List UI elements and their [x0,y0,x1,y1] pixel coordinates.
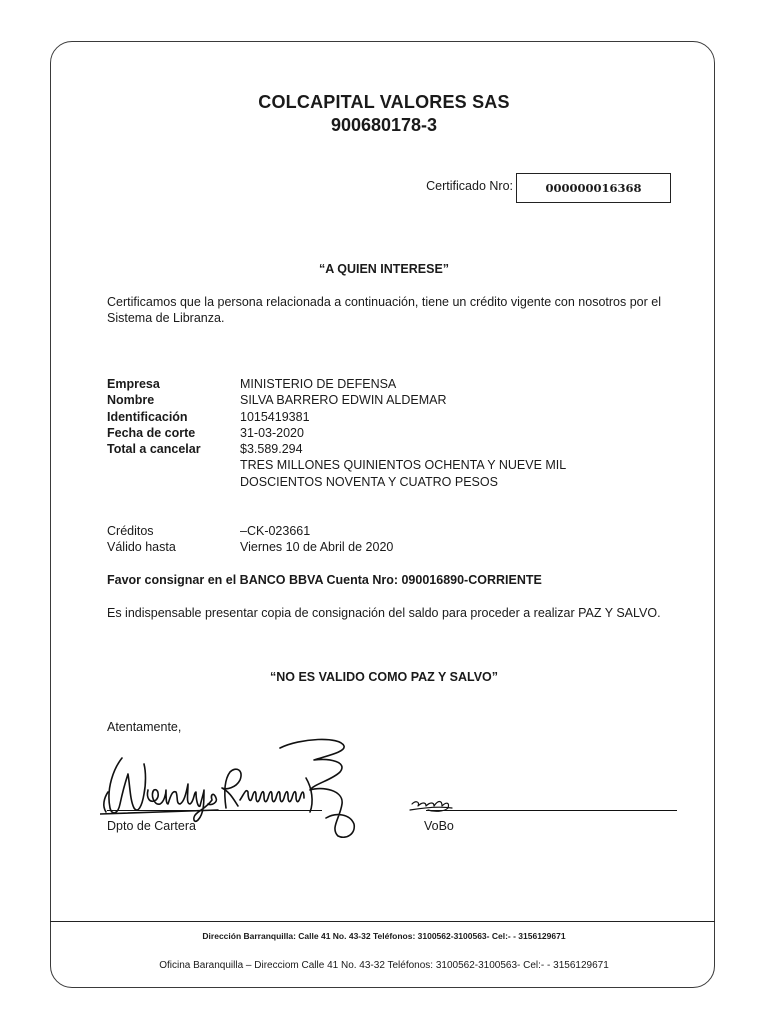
bank-instructions: Favor consignar en el BANCO BBVA Cuenta Nro: 090016890-CORRIENTE [107,573,542,587]
credit-row-valido-hasta [107,539,393,555]
detail-value: SILVA BARRERO EDWIN ALDEMAR [240,393,447,408]
footer-address-secondary: Oficina Baranquilla – Direcciom Calle 41 No. 43-32 Teléfonos: 3100562-3100563- Cel:- - 3156129671 [159,960,609,971]
company-nit: 900680178-3 [330,115,438,135]
credit-value: –CK-023661 [240,524,311,538]
credit-value: Viernes 10 de Abril de 2020 [240,540,394,555]
signature-line-left [107,810,322,811]
certificate-label: Certificado Nro: [426,179,513,193]
salutation-heading: “A QUIEN INTERESE” [318,262,450,276]
signature-label-cartera: Dpto de Cartera [107,819,196,833]
detail-value: 31-03-2020 [240,425,304,440]
detail-label: Total a cancelar [107,442,201,457]
requirement-paragraph: Es indispensable presentar copia de consignación del saldo para proceder a realizar PAZ Y SALVO. [107,606,661,620]
detail-list [107,376,660,490]
detail-label: Fecha de corte [107,425,196,440]
detail-label: Nombre [107,393,155,408]
certificate-number-box [516,173,671,203]
detail-value: 1015419381 [240,409,310,424]
footer-address-primary: Dirección Barranquilla: Calle 41 No. 43-32 Teléfonos: 3100562-3100563- Cel:- - 3156129671 [202,931,566,941]
credit-label: Créditos [107,524,154,538]
credit-row-creditos [107,523,393,539]
detail-label: Empresa [107,377,160,391]
signature-line-right [426,810,677,811]
signature-label-vobo: VoBo [424,819,454,833]
closing-text: Atentamente, [107,720,182,734]
amount-in-words: TRES MILLONES QUINIENTOS OCHENTA Y NUEVE MIL [240,458,567,473]
amount-words-row-1 [107,457,660,473]
detail-label: Identificación [107,409,188,424]
credit-list [107,523,393,556]
certificate-number: 000000016368 [545,181,642,195]
amount-in-words: DOSCIENTOS NOVENTA Y CUATRO PESOS [240,474,498,489]
detail-row-empresa [107,376,660,392]
vobo-initials-signature [408,796,458,818]
footer-divider [50,921,715,922]
detail-value: MINISTERIO DE DEFENSA [240,377,397,391]
detail-row-nombre [107,392,660,408]
amount-words-row-2 [107,474,660,490]
detail-row-total [107,441,660,457]
detail-row-fecha-corte [107,425,660,441]
credit-label: Válido hasta [107,540,176,555]
company-name: COLCAPITAL VALORES SAS [258,92,510,112]
disclaimer-heading: “NO ES VALIDO COMO PAZ Y SALVO” [269,670,499,684]
intro-paragraph: Certificamos que la persona relacionada a continuación, tiene un crédito vigente con nosotros por el Sistema de Libranza. [107,295,661,325]
detail-value: $3.589.294 [240,442,303,457]
detail-row-identificacion [107,409,660,425]
